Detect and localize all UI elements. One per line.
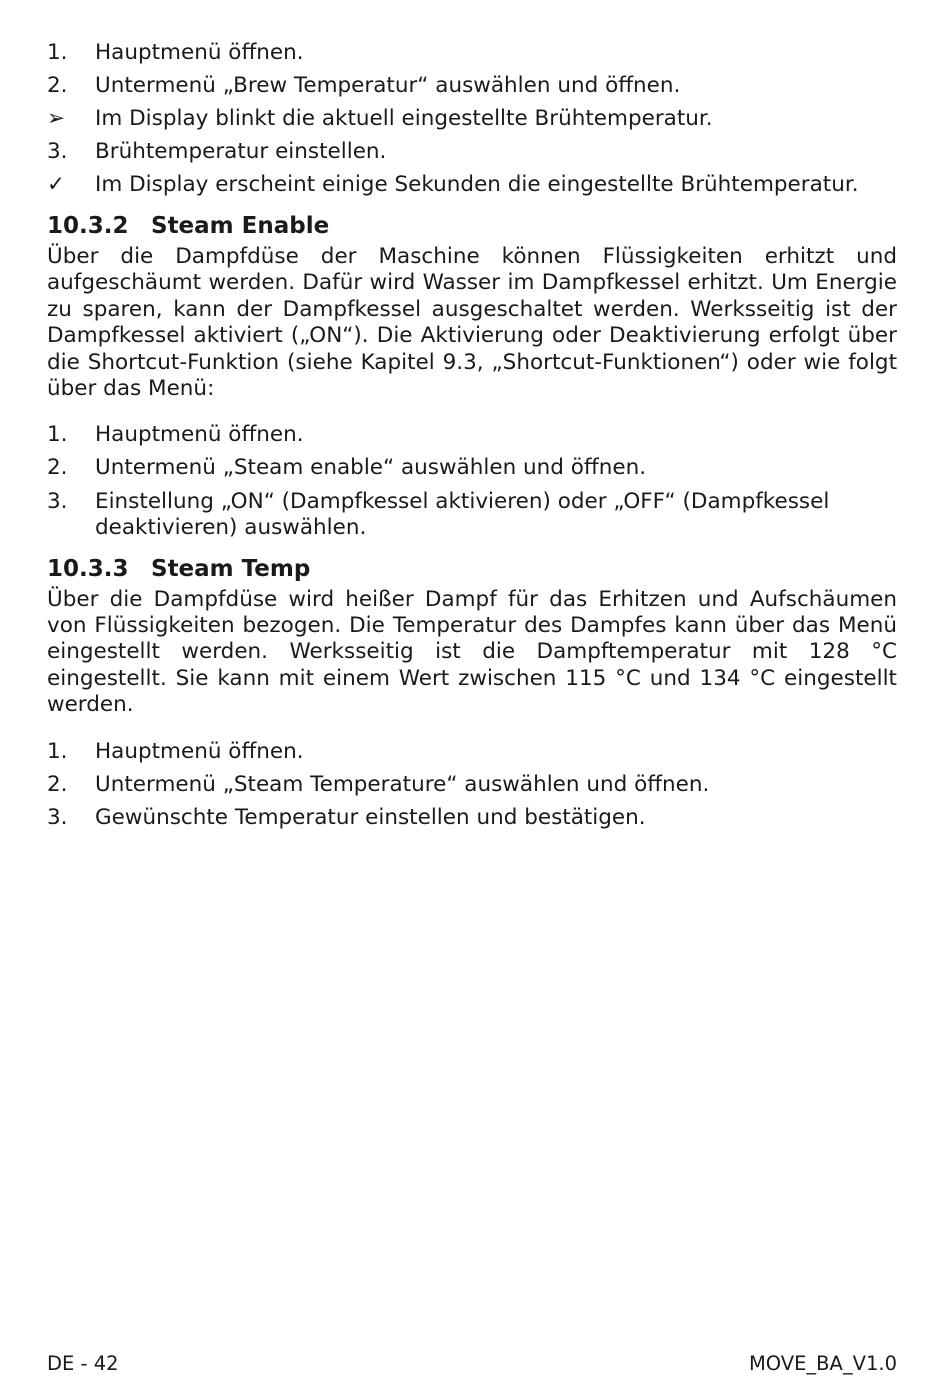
document-id: MOVE_BA_V1.0 (748, 1352, 897, 1375)
step-text: Hauptmenü öffnen. (95, 422, 304, 448)
list-item (47, 422, 897, 449)
step-number: 1. (47, 422, 68, 448)
list-item (47, 455, 897, 482)
list-item (47, 73, 897, 100)
steam-enable-paragraph: Über die Dampfdüse der Maschine können Flüssigkeiten erhitzt und aufgeschäumt werden. Dafür wird Wasser im Dampfkessel erhitzt. Um Energie zu sparen, kann der Dampfkessel ausgeschaltet werden. Werksseitig ist der Dampfkessel aktiviert („ON“). Die Aktivierung oder Deaktivierung erfolgt über die Shortcut-Funktion (siehe Kapitel 9.3, „Shortcut-Funktionen“) oder wie folgt über das Menü: (47, 243, 897, 401)
step-text: Hauptmenü öffnen. (95, 738, 304, 764)
step-number: 3. (47, 488, 68, 514)
step-text: Hauptmenü öffnen. (95, 40, 304, 65)
step-text: Einstellung „ON“ (Dampfkessel aktivieren) oder „OFF“ (Dampfkessel deaktivieren) auswählen. (95, 488, 830, 540)
step-number: 1. (47, 40, 68, 65)
step-text: Untermenü „Brew Temperatur“ auswählen und öffnen. (95, 73, 681, 99)
list-item (47, 805, 897, 832)
list-item (47, 739, 897, 766)
list-item (47, 772, 897, 799)
step-number: 1. (47, 738, 68, 764)
list-item (47, 106, 897, 133)
page-number: DE - 42 (47, 1352, 119, 1375)
section-number: 10.3.2 (47, 212, 129, 239)
step-result-text: Im Display blinkt die aktuell eingestellte Brühtemperatur. (95, 106, 713, 132)
step-text: Gewünschte Temperatur einstellen und bestätigen. (95, 804, 646, 830)
step-text: Untermenü „Steam Temperature“ auswählen und öffnen. (95, 771, 710, 797)
steam-temp-paragraph: Über die Dampfdüse wird heißer Dampf für das Erhitzen und Aufschäumen von Flüssigkeiten bezogen. Die Temperatur des Dampfes kann über das Menü eingestellt werden. Werksseitig ist die Dampftemperatur mit 128 °C eingestellt. Sie kann mit einem Wert zwischen 115 °C und 134 °C eingestellt werden. (47, 586, 897, 718)
step-number: 3. (47, 804, 68, 830)
section-heading-steam-enable (47, 212, 897, 240)
steam-enable-steps (47, 422, 897, 541)
step-text: Brühtemperatur einstellen. (95, 139, 387, 165)
step-number: 3. (47, 139, 68, 165)
step-number: 2. (47, 771, 68, 797)
list-item (47, 489, 897, 542)
manual-page (47, 40, 897, 838)
list-item (47, 139, 897, 166)
step-text: Untermenü „Steam enable“ auswählen und öffnen. (95, 455, 647, 481)
checkmark-icon: ✓ (47, 172, 66, 198)
list-item (47, 40, 897, 67)
section-title: Steam Enable (151, 212, 330, 239)
step-number: 2. (47, 73, 68, 99)
section-title: Steam Temp (151, 555, 311, 582)
steam-temp-steps (47, 739, 897, 832)
section-number: 10.3.3 (47, 555, 129, 582)
brew-temperature-steps (47, 40, 897, 199)
arrow-bullet-icon: ➢ (47, 106, 66, 132)
list-item (47, 172, 897, 199)
step-number: 2. (47, 455, 68, 481)
step-result-text: Im Display erscheint einige Sekunden die eingestellte Brühtemperatur. (95, 172, 859, 198)
section-heading-steam-temp (47, 555, 897, 583)
